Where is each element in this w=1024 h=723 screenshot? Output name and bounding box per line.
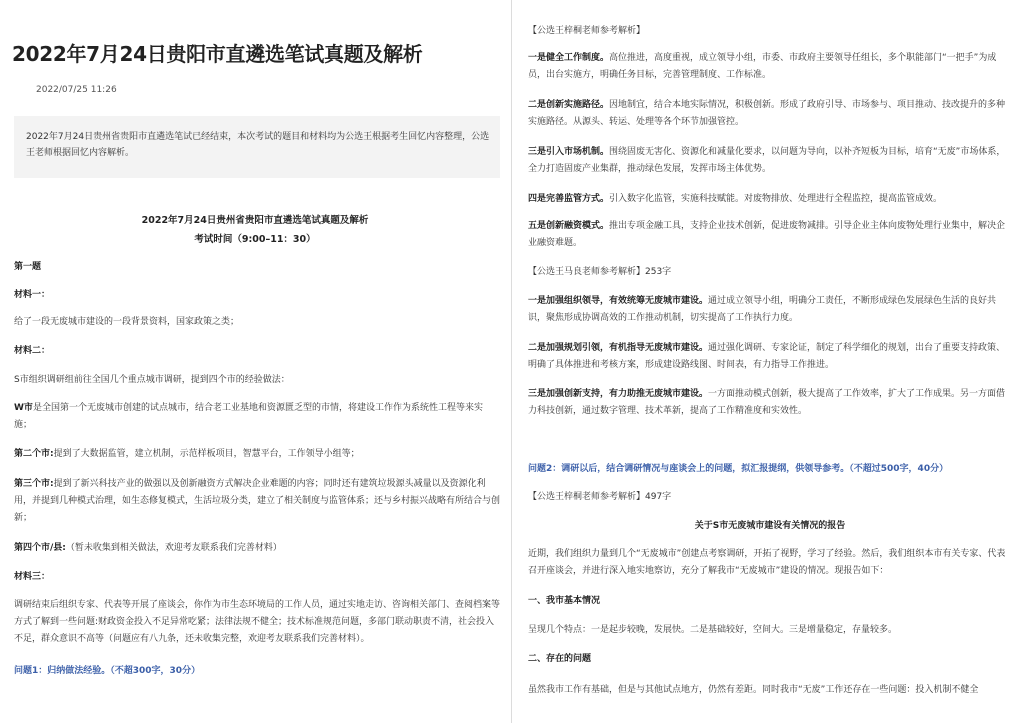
exam-time: 考试时间（9:00–11：30） — [194, 234, 316, 245]
point-1-text: 高位推进，高度重视，成立领导小组，市委、市政府主要领导任组长，多个职能部门“一把手”为成员，出台实施方，明确任务目标，完善管理制度、工作标准。 — [528, 53, 997, 80]
material-1-text: 给了一段无废城市建设的一段背景资料，国家政策之类； — [14, 317, 240, 327]
reference-header-3: 【公选王梓桐老师参考解析】497字 — [528, 492, 672, 502]
strength-1-paragraph — [528, 293, 1012, 327]
point-5-paragraph — [528, 218, 1012, 252]
section-2-heading: 二、存在的问题 — [528, 654, 592, 664]
point-5-lead: 五是创新融资模式。 — [528, 221, 610, 231]
city-w-text: 是全国第一个无废城市创建的试点城市，结合老工业基地和资源匮乏型的市情，将建设工作作为系统性工程等来实施； — [14, 403, 483, 430]
point-2-lead: 二是创新实施路径。 — [528, 100, 610, 110]
point-3-lead: 三是引入市场机制。 — [528, 147, 610, 157]
point-4-lead: 四是完善监管方式。 — [528, 194, 610, 204]
report-intro: 近期，我们组织力量到几个“无废城市”创建点考察调研，开拓了视野，学习了经验。然后，我们组织本市有关专家、代表召开座谈会，并进行深入地实地察访，充分了解我市“无废城市”建设的情况。现报告如下： — [528, 549, 1006, 576]
material-2-text: S市组织调研组前往全国几个重点城市调研，提到四个市的经验做法： — [14, 375, 290, 385]
point-5-text: 推出专项金融工具，支持企业技术创新，促进废物减排。引导企业主体向废物处理行业集中，解决企业融资难题。 — [528, 221, 1006, 248]
strength-2-paragraph — [528, 340, 1012, 374]
point-1-lead: 一是健全工作制度。 — [528, 53, 610, 63]
doc-title: 2022年7月24日贵州省贵阳市直遴选笔试真题及解析 — [141, 215, 369, 226]
point-2-text: 因地制宜，结合本地实际情况，积极创新。形成了政府引导、市场参与、项目推动、技改提升的多种实施路径。从源头、转运、处理等各个环节加强管控。 — [528, 100, 1006, 127]
question-number: 第一题 — [14, 262, 42, 272]
city-3-text: 提到了新兴科技产业的做强以及创新融资方式解决企业难题的内容；同时还有建筑垃圾源头减量以及资源化利用，并提到几种模式治理，如生态修复模式，生活垃圾分类，建立了相关制度与监管体系；还与乡村振兴战略有所结合与创新； — [14, 479, 501, 523]
material-1-label: 材料一： — [14, 290, 51, 300]
material-2-label: 材料二： — [14, 346, 51, 356]
city-4-text: （暂未收集到相关做法，欢迎考友联系我们完善材料） — [65, 543, 282, 553]
article-title: 2022年7月24日贵阳市直遴选笔试真题及解析 — [12, 42, 423, 66]
city-2-text: 提到了大数据监管，建立机制，示范样板项目，智慧平台，工作领导小组等； — [53, 449, 360, 459]
report-title: 关于S市无废城市建设有关情况的报告 — [694, 521, 846, 531]
section-1-text: 呈现几个特点：一是起步较晚，发展快。二是基础较好，空间大。三是增量稳定，存量较多。 — [528, 625, 898, 635]
article-right-page — [514, 0, 1024, 723]
section-1-heading: 一、我市基本情况 — [528, 596, 601, 606]
strength-2-lead: 二是加强规划引领，有机指导无废城市建设。 — [528, 343, 709, 353]
city-2-lead: 第二个市: — [14, 449, 54, 459]
publish-date: 2022/07/25 11:26 — [36, 85, 117, 95]
city-4-paragraph — [14, 540, 500, 557]
city-w-paragraph — [14, 400, 500, 434]
strength-1-lead: 一是加强组织领导，有效统筹无废城市建设。 — [528, 296, 709, 306]
article-left-page — [0, 0, 510, 723]
city-3-paragraph — [14, 476, 500, 527]
page-divider — [511, 0, 512, 723]
strength-1-text: 通过成立领导小组，明确分工责任，不断形成绿色发展绿色生活的良好共识，聚焦形成协调高效的工作推动机制，切实提高了工作执行力度。 — [528, 296, 997, 323]
point-4-paragraph — [528, 191, 1012, 208]
city-w-lead: W市 — [14, 403, 33, 413]
strength-3-paragraph — [528, 386, 1012, 420]
material-3-text: 调研结束后组织专家、代表等开展了座谈会，你作为市生态环境局的工作人员，通过实地走访、咨询相关部门、查阅档案等方式了解到一些问题:财政资金投入不足异常吃紧；法律法规不健全；技术标准规范问题，多部门联动职责不清，社会投入不足，群众意识不高等（问题应有八九条，还未收集完整，欢迎考友联系我们完善材料）。 — [14, 600, 501, 644]
city-3-lead: 第三个市: — [14, 479, 54, 489]
strength-2-text: 通过强化调研、专家论证，制定了科学细化的规划，出台了重要支持政策、明确了具体推进和考核方案，形成建设路线图、时间表，有力指导工作推进。 — [528, 343, 1006, 370]
material-3-label: 材料三： — [14, 572, 51, 582]
question-1: 问题1：归纳做法经验。（不超300字，30分） — [14, 666, 201, 676]
point-3-paragraph — [528, 144, 1012, 178]
reference-header-1: 【公选王梓桐老师参考解析】 — [528, 26, 646, 36]
point-2-paragraph — [528, 97, 1012, 131]
section-2-text: 虽然我市工作有基础，但是与其他试点地方，仍然有差距。同时我市“无废”工作还存在一些问题：投入机制不健全 — [528, 685, 979, 695]
city-2-paragraph — [14, 446, 500, 463]
point-1-paragraph — [528, 50, 1012, 84]
city-4-lead: 第四个市/县: — [14, 543, 66, 553]
reference-header-2: 【公选王马良老师参考解析】253字 — [528, 267, 672, 277]
summary-box: 2022年7月24日贵州省贵阳市直遴选笔试已经结束，本次考试的题目和材料均为公选王根据考生回忆内容整理，公选王老师根据回忆内容解析。 — [14, 116, 500, 178]
strength-3-text: 一方面推动模式创新，极大提高了工作效率，扩大了工作成果。另一方面借力科技创新，通过数字管理、技术革新，提高了工作精准度和实效性。 — [528, 389, 1006, 416]
question-2: 问题2：调研以后，结合调研情况与座谈会上的问题，拟汇报提纲，供领导参考。（不超过500字，40分） — [528, 464, 949, 474]
point-4-text: 引入数字化监管，实施科技赋能。对废物排放、处理进行全程监控，提高监管成效。 — [609, 194, 943, 204]
strength-3-lead: 三是加强创新支持，有力助推无废城市建设。 — [528, 389, 709, 399]
point-3-text: 围绕固废无害化、资源化和减量化要求，以问题为导向，以补齐短板为目标，培育“无废”市场体系，全力打造固废产业集群，推动绿色发展，发挥市场主体优势。 — [528, 147, 1006, 174]
